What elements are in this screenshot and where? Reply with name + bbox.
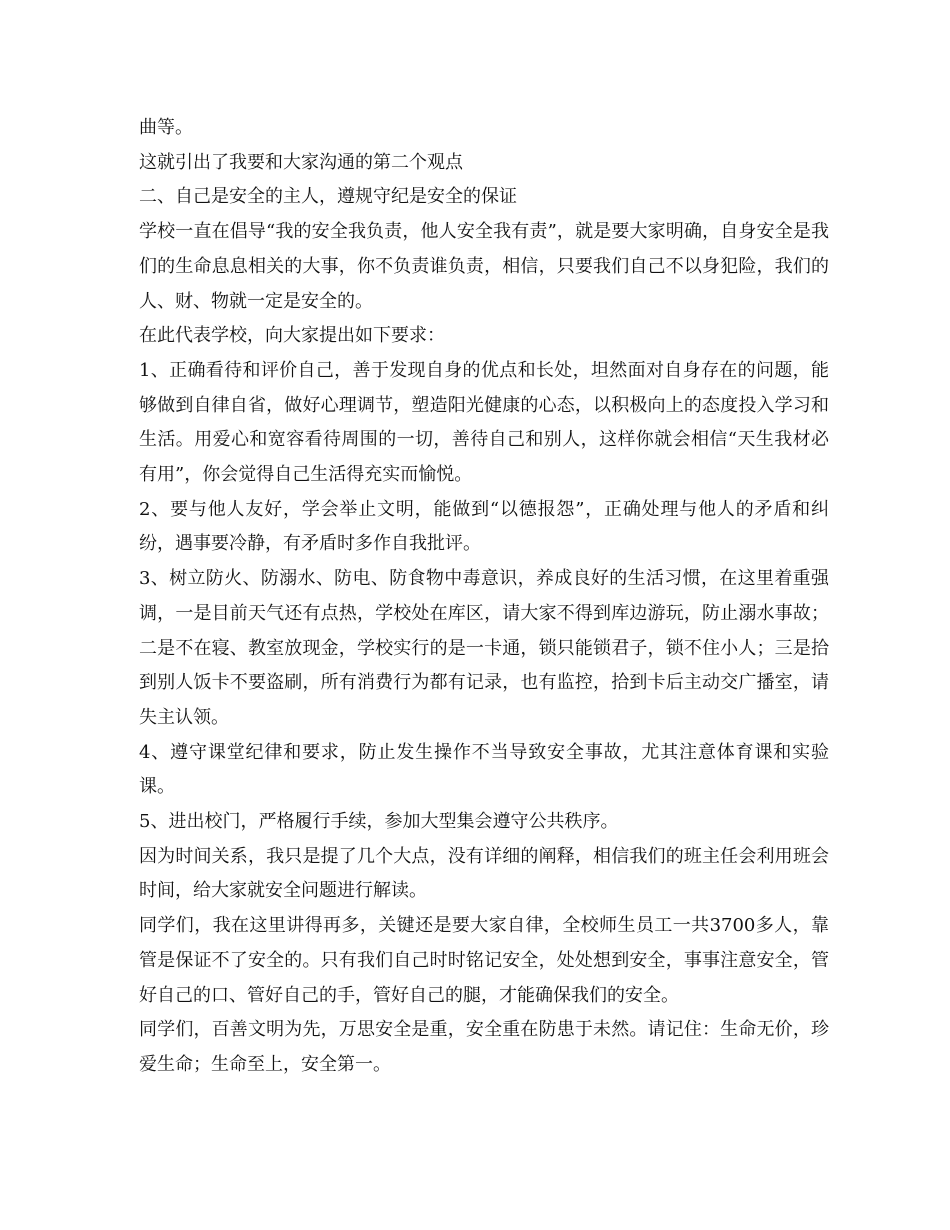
paragraph: 这就引出了我要和大家沟通的第二个观点 bbox=[139, 151, 463, 173]
list-item: 3、树立防火、防溺水、防电、防食物中毒意识，养成良好的生活习惯，在这里着重强调，一是目前天气还有点热，学校处在库区，请大家不得到库边游玩，防止溺水事故；二是不在寝、教室放现金，学校实行的是一卡通，锁只能锁君子，锁不住小人；三是拾到别人饭卡不要盗刷，所有消费行为都有记录，也有监控，拾到卡后主动交广播室，请失主认领。 bbox=[139, 568, 829, 728]
paragraph: 曲等。 bbox=[139, 117, 193, 138]
list-item: 4、遵守课堂纪律和要求，防止发生操作不当导致安全事故，尤其注意体育课和实验课。 bbox=[139, 741, 829, 798]
document-body bbox=[139, 111, 829, 1083]
paragraph: 在此代表学校，向大家提出如下要求： bbox=[139, 325, 445, 347]
list-item: 5、进出校门，严格履行手续，参加大型集会遵守公共秩序。 bbox=[139, 811, 619, 833]
paragraph: 学校一直在倡导“我的安全我负责，他人安全我有责”，就是要大家明确，自身安全是我们的生命息息相关的大事，你不负责谁负责，相信，只要我们自己不以身犯险，我们的人、财、物就一定是安全的。 bbox=[139, 221, 829, 312]
list-item: 2、要与他人友好，学会举止文明，能做到“以德报怨”，正确处理与他人的矛盾和纠纷，遇事要冷静，有矛盾时多作自我批评。 bbox=[139, 498, 829, 555]
list-item: 1、正确看待和评价自己，善于发现自身的优点和长处，坦然面对自身存在的问题，能够做到自律自省，做好心理调节，塑造阳光健康的心态，以积极向上的态度投入学习和生活。用爱心和宽容看待周围的一切，善待自己和别人，这样你就会相信“天生我材必有用”，你会觉得自己生活得充实而愉悦。 bbox=[139, 359, 829, 486]
section-heading: 二、自己是安全的主人，遵规守纪是安全的保证 bbox=[139, 186, 517, 208]
paragraph: 因为时间关系，我只是提了几个大点，没有详细的阐释，相信我们的班主任会利用班会时间，给大家就安全问题进行解读。 bbox=[139, 845, 829, 902]
paragraph: 同学们，我在这里讲得再多，关键还是要大家自律，全校师生员工一共3700多人，靠管是保证不了安全的。只有我们自己时时铭记安全，处处想到安全，事事注意安全，管好自己的口、管好自己的手，管好自己的腿，才能确保我们的安全。 bbox=[139, 915, 829, 1006]
paragraph: 同学们，百善文明为先，万思安全是重，安全重在防患于未然。请记住：生命无价，珍爱生命；生命至上，安全第一。 bbox=[139, 1019, 829, 1075]
